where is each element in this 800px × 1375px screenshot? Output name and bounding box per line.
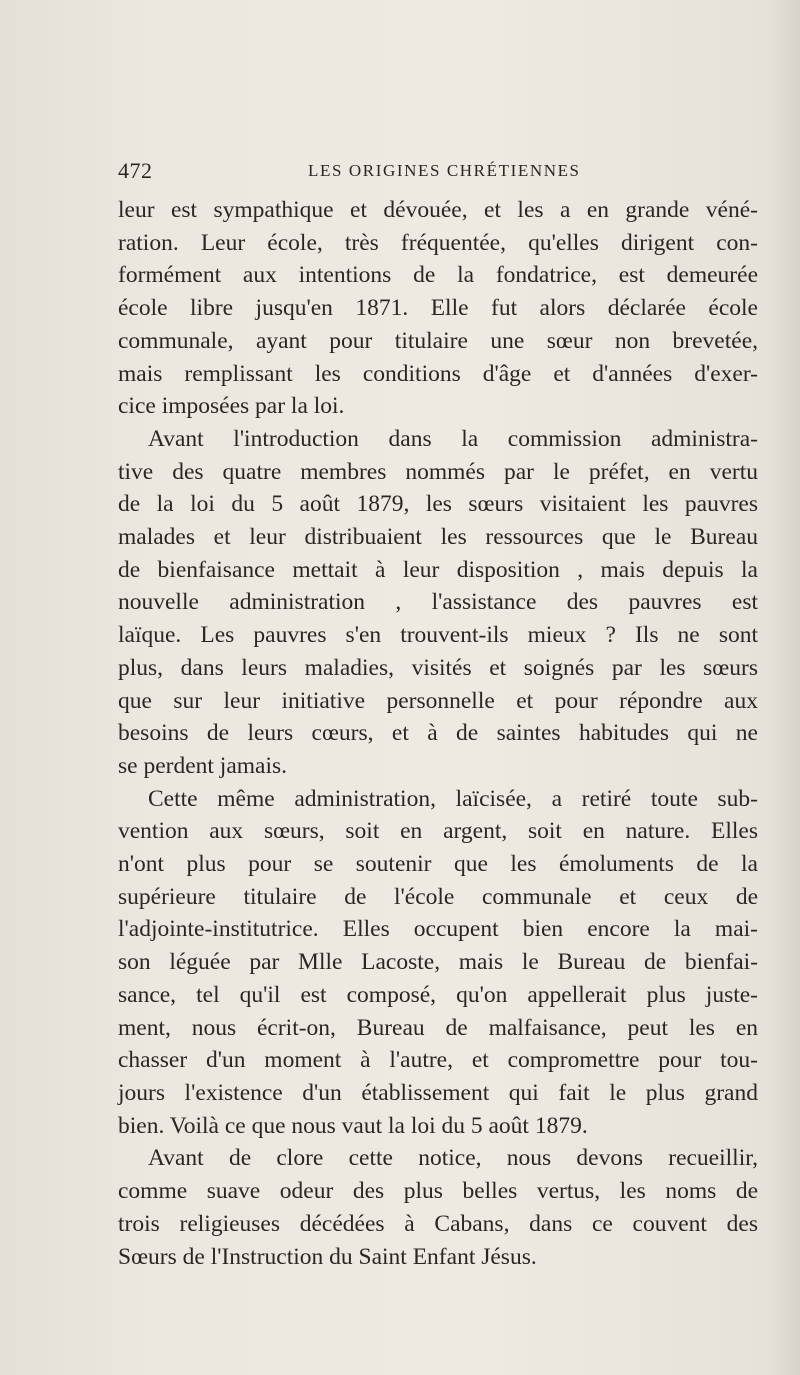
text-line: sance, tel qu'il est composé, qu'on appellerait plus juste- — [118, 981, 758, 1008]
text-line: ment, nous écrit-on, Bureau de malfaisance, peut les en — [118, 1014, 758, 1041]
text-line: supérieure titulaire de l'école communale et ceux de — [118, 883, 758, 910]
text-line: trois religieuses décédées à Cabans, dans ce couvent des — [118, 1210, 758, 1237]
text-line: leur est sympathique et dévouée, et les a en grande véné- — [118, 197, 758, 223]
text-line: Sœurs de l'Instruction du Saint Enfant Jésus. — [118, 1243, 537, 1270]
text-line: Cette même administration, laïcisée, a retiré toute sub- — [148, 785, 758, 812]
text-line: tive des quatre membres nommés par le préfet, en vertu — [118, 458, 758, 485]
text-line: besoins de leurs cœurs, et à de saintes habitudes qui ne — [118, 720, 758, 747]
text-line: cice imposées par la loi. — [118, 393, 345, 420]
text-line: laïque. Les pauvres s'en trouvent-ils mieux ? Ils ne sont — [118, 622, 758, 649]
text-line: Avant de clore cette notice, nous devons recueillir, — [148, 1145, 758, 1172]
text-line: mais remplissant les conditions d'âge et d'années d'exer- — [118, 360, 758, 387]
paragraph — [118, 783, 758, 1143]
text-line: malades et leur distribuaient les ressources que le Bureau — [118, 524, 758, 551]
text-line: jours l'existence d'un établissement qui fait le plus grand — [118, 1079, 758, 1106]
paragraph — [118, 423, 758, 783]
text-line: que sur leur initiative personnelle et pour répondre aux — [118, 687, 758, 714]
text-line: de bienfaisance mettait à leur disposition , mais depuis la — [118, 556, 758, 583]
text-line: nouvelle administration , l'assistance des pauvres est — [118, 589, 758, 616]
paragraph — [118, 194, 758, 423]
text-line: plus, dans leurs maladies, visités et soignés par les sœurs — [118, 654, 758, 681]
text-line: l'adjointe-institutrice. Elles occupent bien encore la mai- — [118, 916, 758, 943]
text-line: Avant l'introduction dans la commission administra- — [148, 425, 758, 452]
text-line: chasser d'un moment à l'autre, et compromettre pour tou- — [118, 1047, 758, 1074]
text-line: son léguée par Mlle Lacoste, mais le Bureau de bienfai- — [118, 949, 758, 976]
body-text — [118, 194, 758, 1273]
text-line: se perdent jamais. — [118, 752, 288, 779]
text-line: n'ont plus pour se soutenir que les émoluments de la — [118, 851, 758, 878]
paragraph — [118, 1142, 758, 1273]
page-header — [118, 158, 758, 188]
text-line: communale, ayant pour titulaire une sœur non brevetée, — [118, 327, 758, 354]
text-line: comme suave odeur des plus belles vertus, les noms de — [118, 1178, 758, 1205]
text-line: formément aux intentions de la fondatrice, est demeurée — [118, 262, 758, 289]
text-line: vention aux sœurs, soit en argent, soit en nature. Elles — [118, 818, 758, 845]
text-line: ration. Leur école, très fréquentée, qu'elles dirigent con- — [118, 229, 758, 256]
text-line: école libre jusqu'en 1871. Elle fut alors déclarée école — [118, 295, 758, 322]
text-line: bien. Voilà ce que nous vaut la loi du 5 août 1879. — [118, 1112, 588, 1139]
text-line: de la loi du 5 août 1879, les sœurs visitaient les pauvres — [118, 491, 758, 518]
running-title: LES ORIGINES CHRÉTIENNES — [308, 161, 581, 180]
page-number: 472 — [118, 158, 153, 183]
